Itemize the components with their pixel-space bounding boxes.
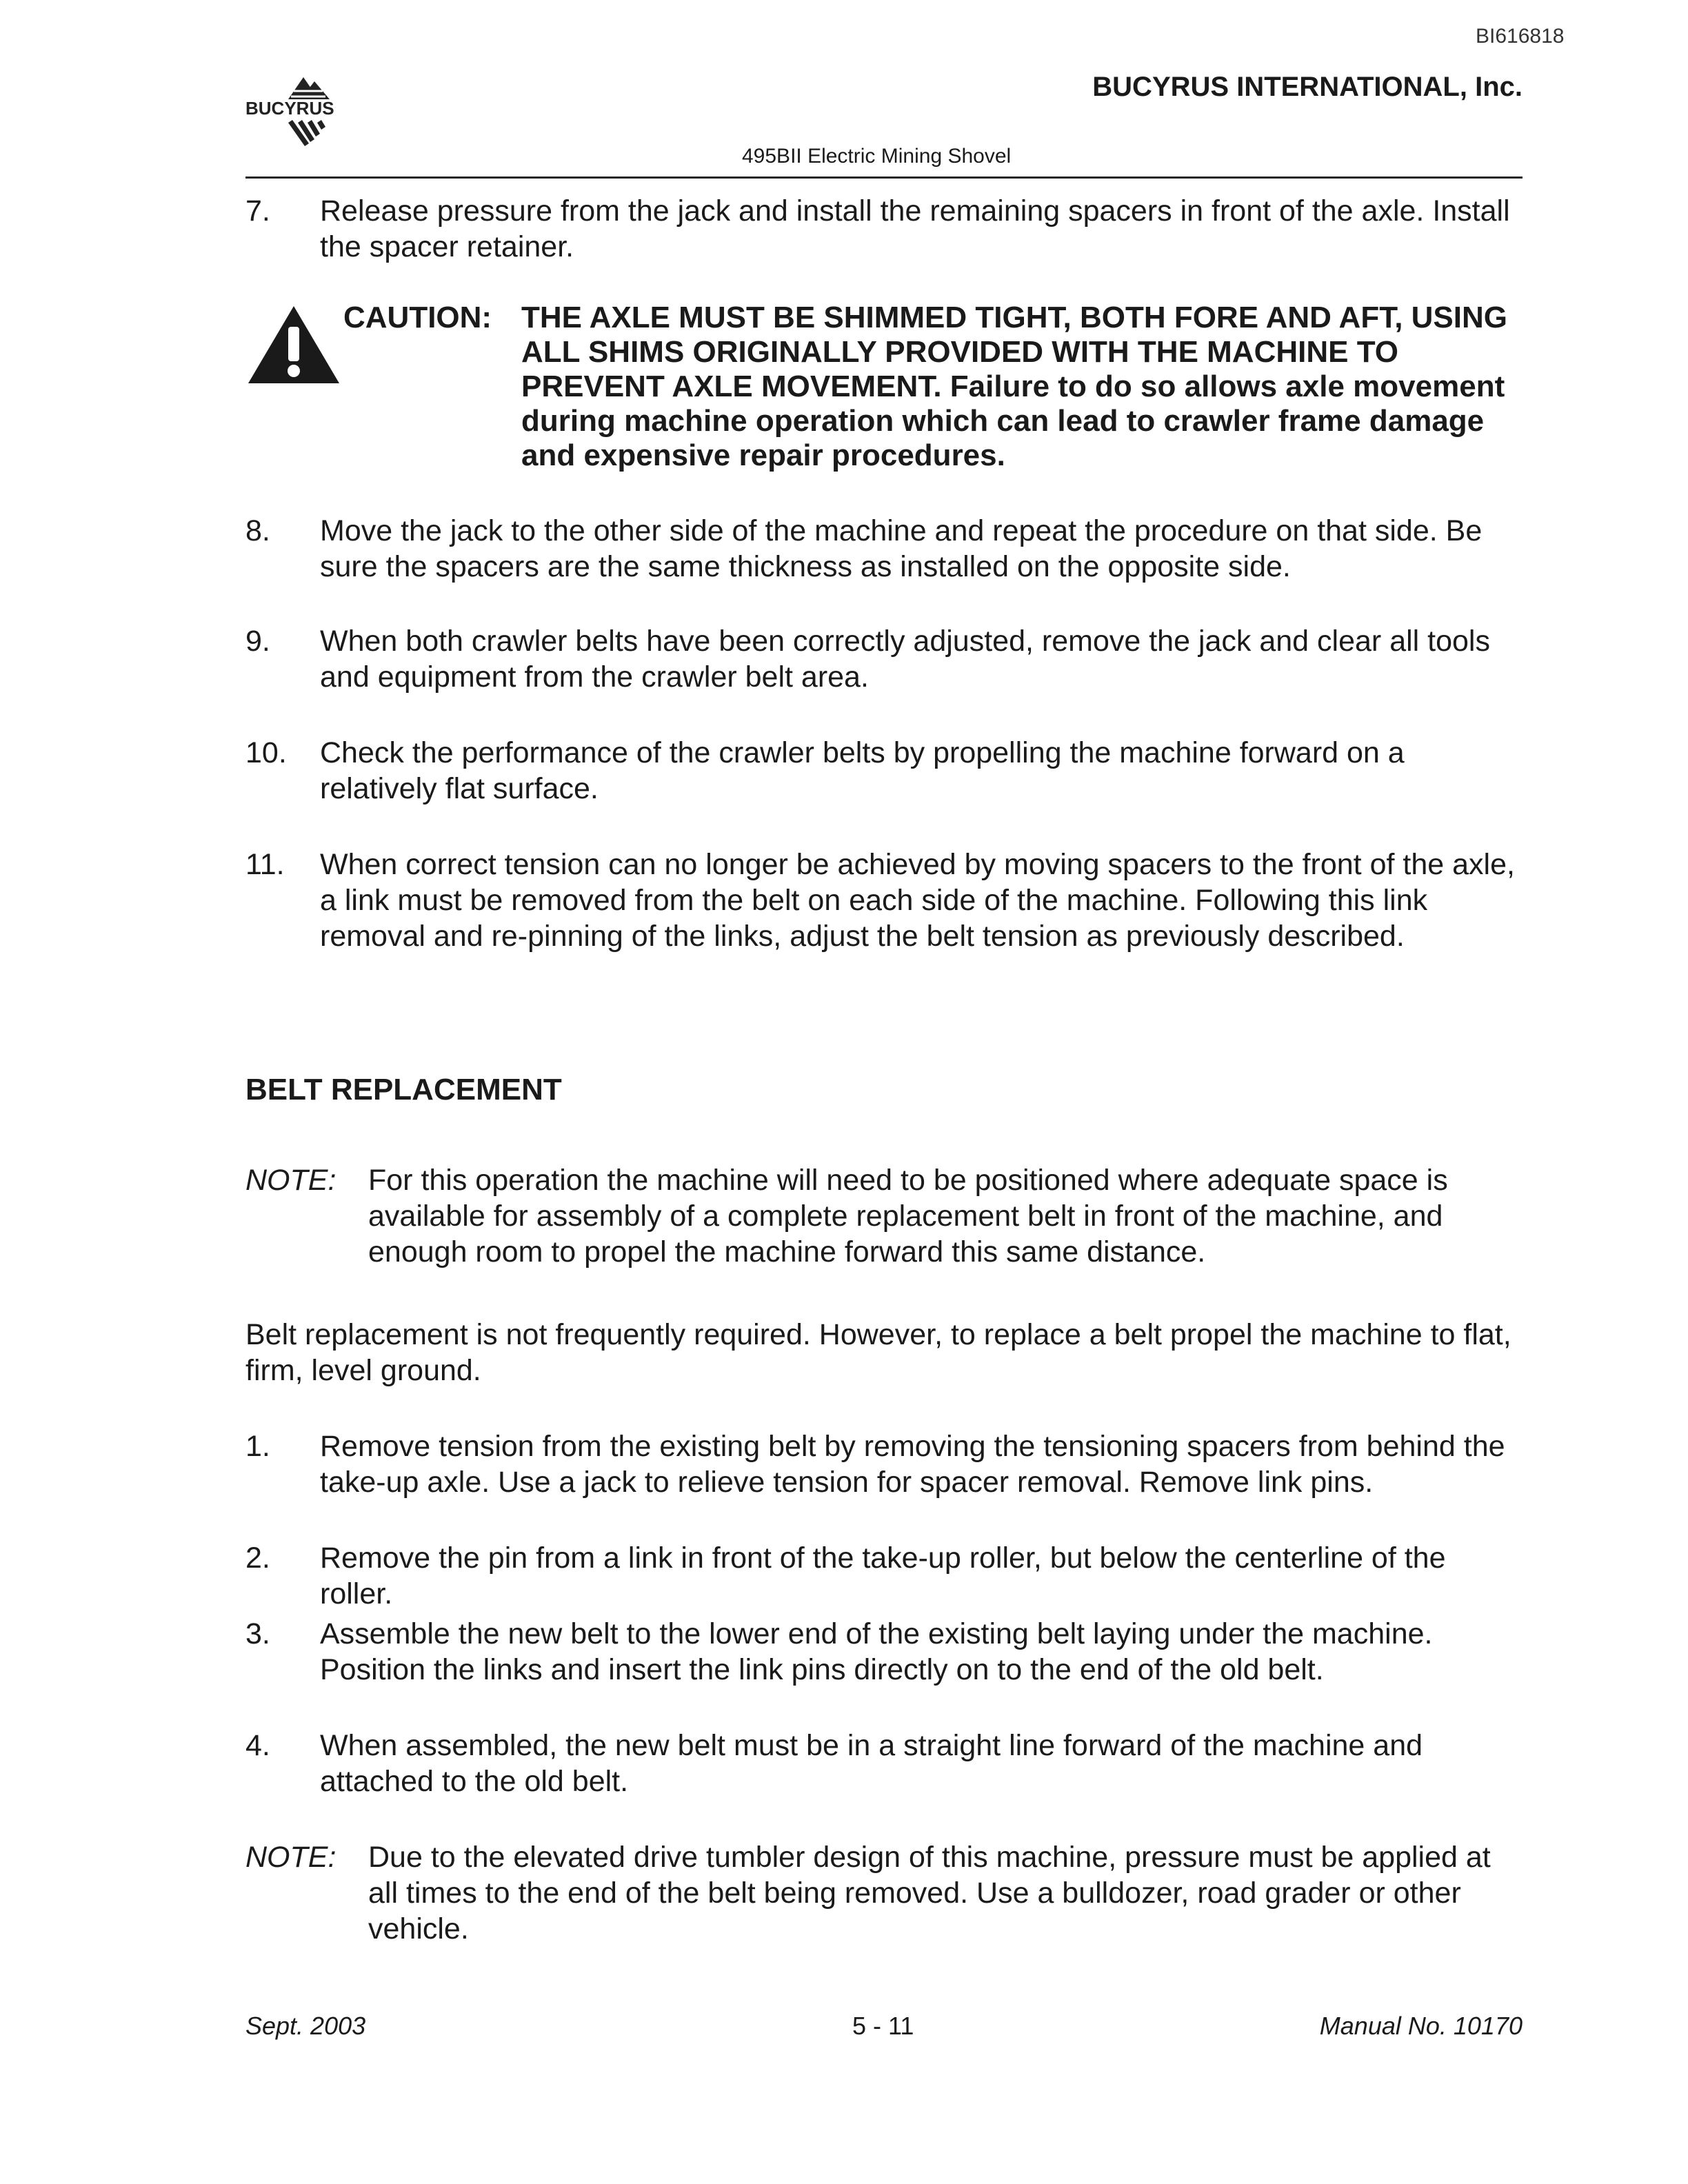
- step-number: 8.: [245, 514, 270, 547]
- caution-block: [245, 301, 1523, 473]
- step-number: 9.: [245, 625, 270, 658]
- note-block: [245, 1839, 1523, 1947]
- step-text: Move the jack to the other side of the machine and repeat the procedure on that side. Be sure the spacers are the same thickness as installed on the opposite side.: [320, 514, 1483, 583]
- step-text: Remove tension from the existing belt by removing the tensioning spacers from behind the take-up axle. Use a jack to relieve tension for spacer removal. Remove link pins.: [320, 1430, 1505, 1499]
- caution-text-upper: THE AXLE MUST BE SHIMMED TIGHT, BOTH FORE AND AFT, USING ALL SHIMS ORIGINALLY PROVIDED WITH THE MACHINE TO PREVENT AXLE MOVEMENT.: [521, 301, 1507, 403]
- step-number: 7.: [245, 194, 270, 228]
- list-item: [245, 1540, 1523, 1612]
- caution-text: [521, 301, 1523, 473]
- bucyrus-logo: [245, 72, 370, 149]
- list-item: [245, 847, 1523, 954]
- step-text: When assembled, the new belt must be in a straight line forward of the machine and attached to the old belt.: [320, 1729, 1423, 1798]
- header-rule: [245, 176, 1523, 179]
- caution-label: CAUTION:: [343, 301, 492, 334]
- step-text: When correct tension can no longer be achieved by moving spacers to the front of the axle, a link must be removed from the belt on each side of the machine. Following this link removal and re-pinning of the links, adjust the belt tension as previously described.: [320, 848, 1515, 953]
- caution-text-rest: Failure to do so allows axle movement during machine operation which can lead to crawler frame damage and expensive repair procedures.: [521, 370, 1505, 472]
- list-item: [245, 1428, 1523, 1500]
- list-item: [245, 623, 1523, 695]
- list-item: [245, 1728, 1523, 1799]
- step-number: 11.: [245, 848, 285, 881]
- step-number: 4.: [245, 1729, 270, 1762]
- footer-date: Sept. 2003: [245, 2012, 366, 2040]
- document-id: BI616818: [1476, 25, 1565, 48]
- step-number: 1.: [245, 1430, 270, 1463]
- step-number: 2.: [245, 1541, 270, 1575]
- list-item: [245, 513, 1523, 585]
- note-label: NOTE:: [245, 1841, 336, 1874]
- manual-number: Manual No. 10170: [1319, 2012, 1523, 2040]
- list-item: [245, 193, 1523, 265]
- note-block: [245, 1162, 1523, 1270]
- document-subtitle: 495BII Electric Mining Shovel: [742, 145, 1012, 168]
- note-text: For this operation the machine will need to be positioned where adequate space is available for assembly of a complete replacement belt in front of the machine, and enough room to propel the machine forward this same distance.: [368, 1164, 1448, 1268]
- page-number: 5 - 11: [852, 2012, 914, 2040]
- step-number: 3.: [245, 1617, 270, 1650]
- step-number: 10.: [245, 736, 287, 769]
- step-text: Release pressure from the jack and install the remaining spacers in front of the axle. Install the spacer retainer.: [320, 194, 1510, 263]
- step-text: Remove the pin from a link in front of the take-up roller, but below the centerline of the roller.: [320, 1541, 1446, 1610]
- step-text: Check the performance of the crawler belts by propelling the machine forward on a relatively flat surface.: [320, 736, 1405, 805]
- step-text: Assemble the new belt to the lower end of the existing belt laying under the machine. Position the links and insert the link pins directly on to the end of the old belt.: [320, 1617, 1433, 1686]
- intro-paragraph: Belt replacement is not frequently required. However, to replace a belt propel the machine to flat, firm, level ground.: [245, 1318, 1511, 1387]
- logo-text: BUCYRUS: [245, 98, 334, 119]
- step-text: When both crawler belts have been correctly adjusted, remove the jack and clear all tools and equipment from the crawler belt area.: [320, 625, 1490, 694]
- note-label: NOTE:: [245, 1164, 336, 1197]
- company-name: BUCYRUS INTERNATIONAL, Inc.: [1092, 72, 1523, 102]
- note-text: Due to the elevated drive tumbler design of this machine, pressure must be applied at all times to the end of the belt being removed. Use a bulldozer, road grader or other vehicle.: [368, 1841, 1491, 1945]
- section-heading: BELT REPLACEMENT: [245, 1073, 562, 1106]
- list-item: [245, 1616, 1523, 1688]
- warning-triangle-icon: [245, 303, 342, 386]
- list-item: [245, 735, 1523, 807]
